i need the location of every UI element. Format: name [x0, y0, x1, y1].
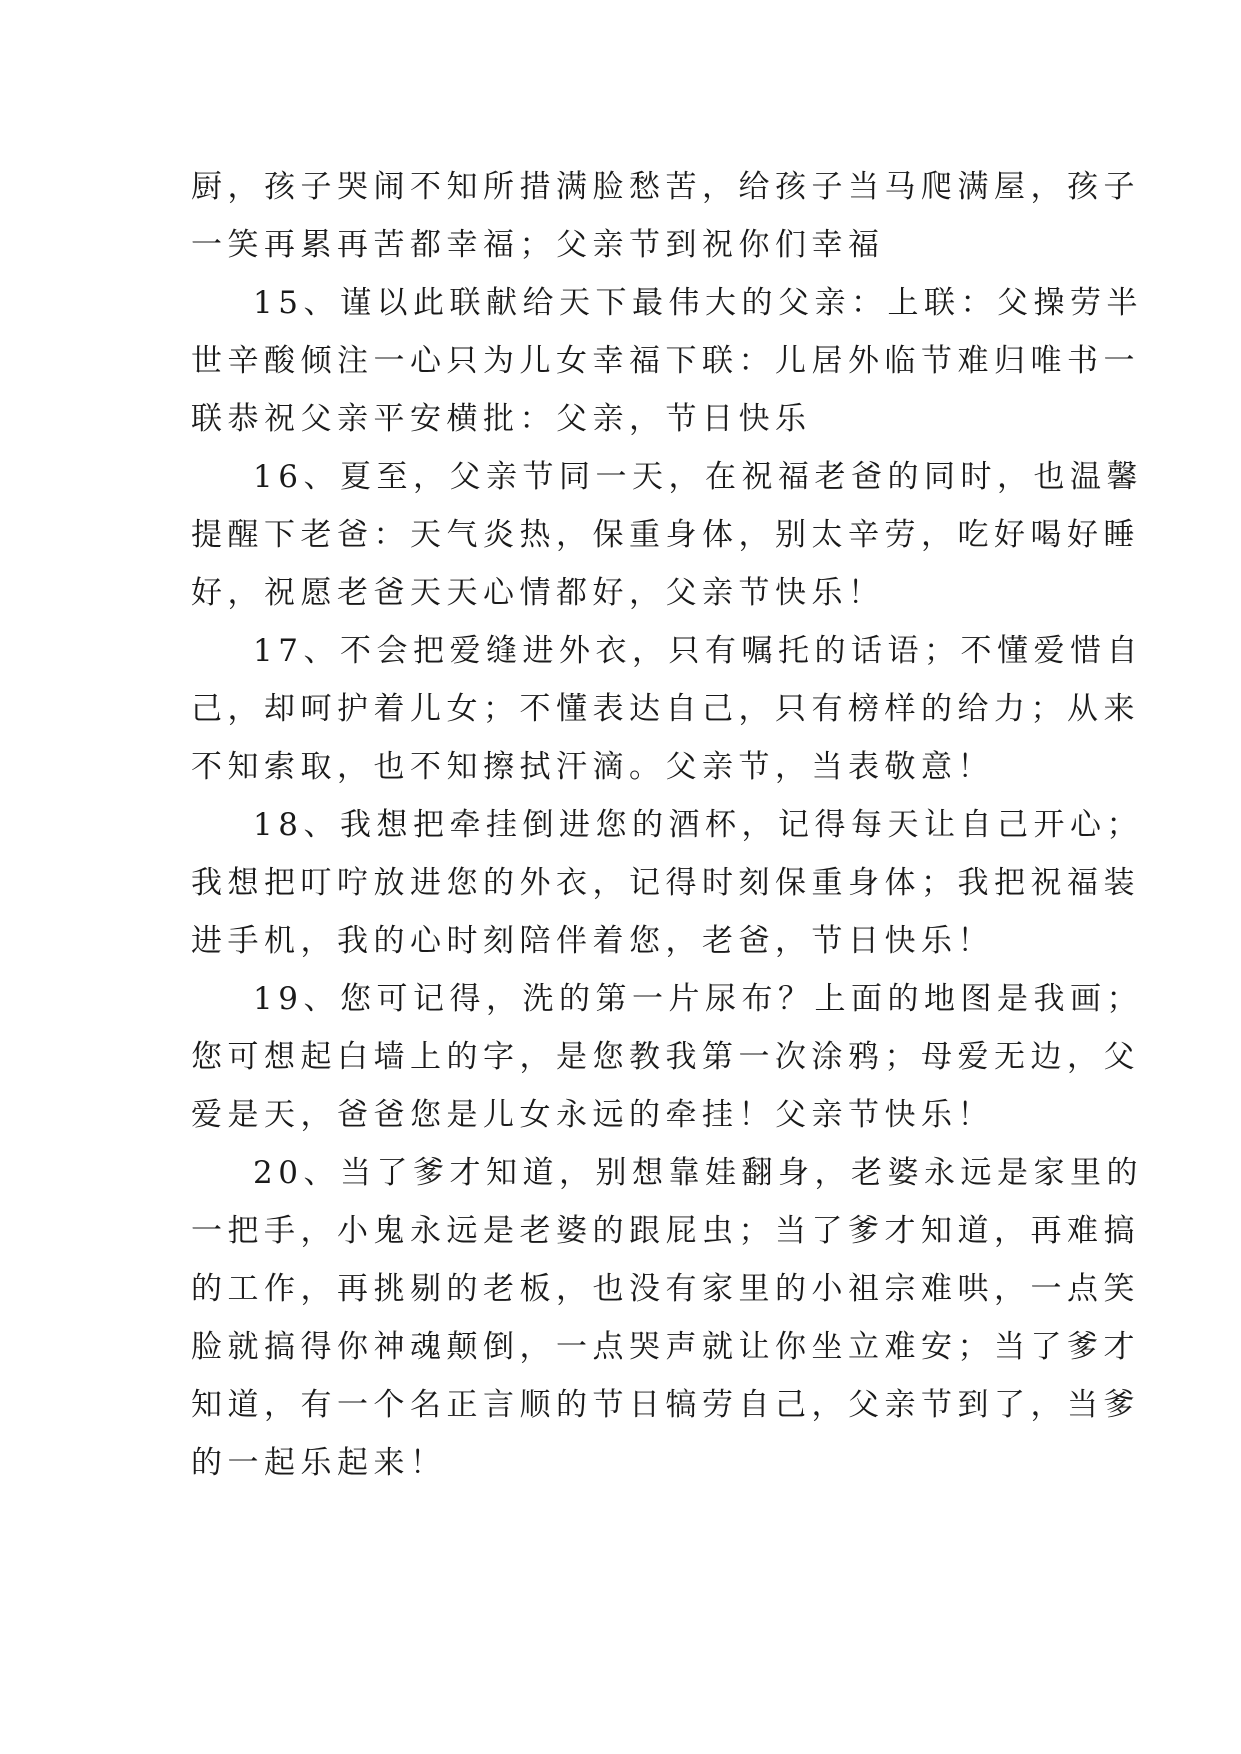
text-line: 您可想起白墙上的字，是您教我第一次涂鸦；母爱无边，父: [191, 1039, 1140, 1075]
text-line: 一笑再累再苦都幸福；父亲节到祝你们幸福: [191, 227, 885, 263]
text-line: 20、当了爹才知道，别想靠娃翻身，老婆永远是家里的: [253, 1155, 1143, 1191]
text-line: 厨，孩子哭闹不知所措满脸愁苦，给孩子当马爬满屋，孩子: [191, 169, 1140, 205]
document-body: [191, 158, 1143, 1492]
text-line: 知道，有一个名正言顺的节日犒劳自己，父亲节到了，当爹: [191, 1387, 1140, 1423]
text-line: 提醒下老爸：天气炎热，保重身体，别太辛劳，吃好喝好睡: [191, 517, 1140, 553]
text-line: 联恭祝父亲平安横批：父亲，节日快乐: [191, 401, 812, 437]
text-line: 脸就搞得你神魂颠倒，一点哭声就让你坐立难安；当了爹才: [191, 1329, 1140, 1365]
text-line: 的一起乐起来！: [191, 1445, 447, 1481]
text-line: 17、不会把爱缝进外衣，只有嘱托的话语；不懂爱惜自: [253, 633, 1143, 669]
text-line: 16、夏至，父亲节同一天，在祝福老爸的同时，也温馨: [253, 459, 1143, 495]
text-line: 的工作，再挑剔的老板，也没有家里的小祖宗难哄，一点笑: [191, 1271, 1140, 1307]
text-line: 18、我想把牵挂倒进您的酒杯，记得每天让自己开心；: [253, 807, 1143, 843]
text-line: 一把手，小鬼永远是老婆的跟屁虫；当了爹才知道，再难搞: [191, 1213, 1140, 1249]
text-line: 15、谨以此联献给天下最伟大的父亲：上联：父操劳半: [253, 285, 1143, 321]
text-line: 进手机，我的心时刻陪伴着您，老爸，节日快乐！: [191, 923, 994, 959]
text-line: 世辛酸倾注一心只为儿女幸福下联：儿居外临节难归唯书一: [191, 343, 1140, 379]
text-line: 我想把叮咛放进您的外衣，记得时刻保重身体；我把祝福装: [191, 865, 1140, 901]
text-line: 好，祝愿老爸天天心情都好，父亲节快乐！: [191, 575, 885, 611]
text-line: 己，却呵护着儿女；不懂表达自己，只有榜样的给力；从来: [191, 691, 1140, 727]
text-line: 不知索取，也不知擦拭汗滴。父亲节，当表敬意！: [191, 749, 994, 785]
text-line: 爱是天，爸爸您是儿女永远的牵挂！父亲节快乐！: [191, 1097, 994, 1133]
text-line: 19、您可记得，洗的第一片尿布？上面的地图是我画；: [253, 981, 1143, 1017]
